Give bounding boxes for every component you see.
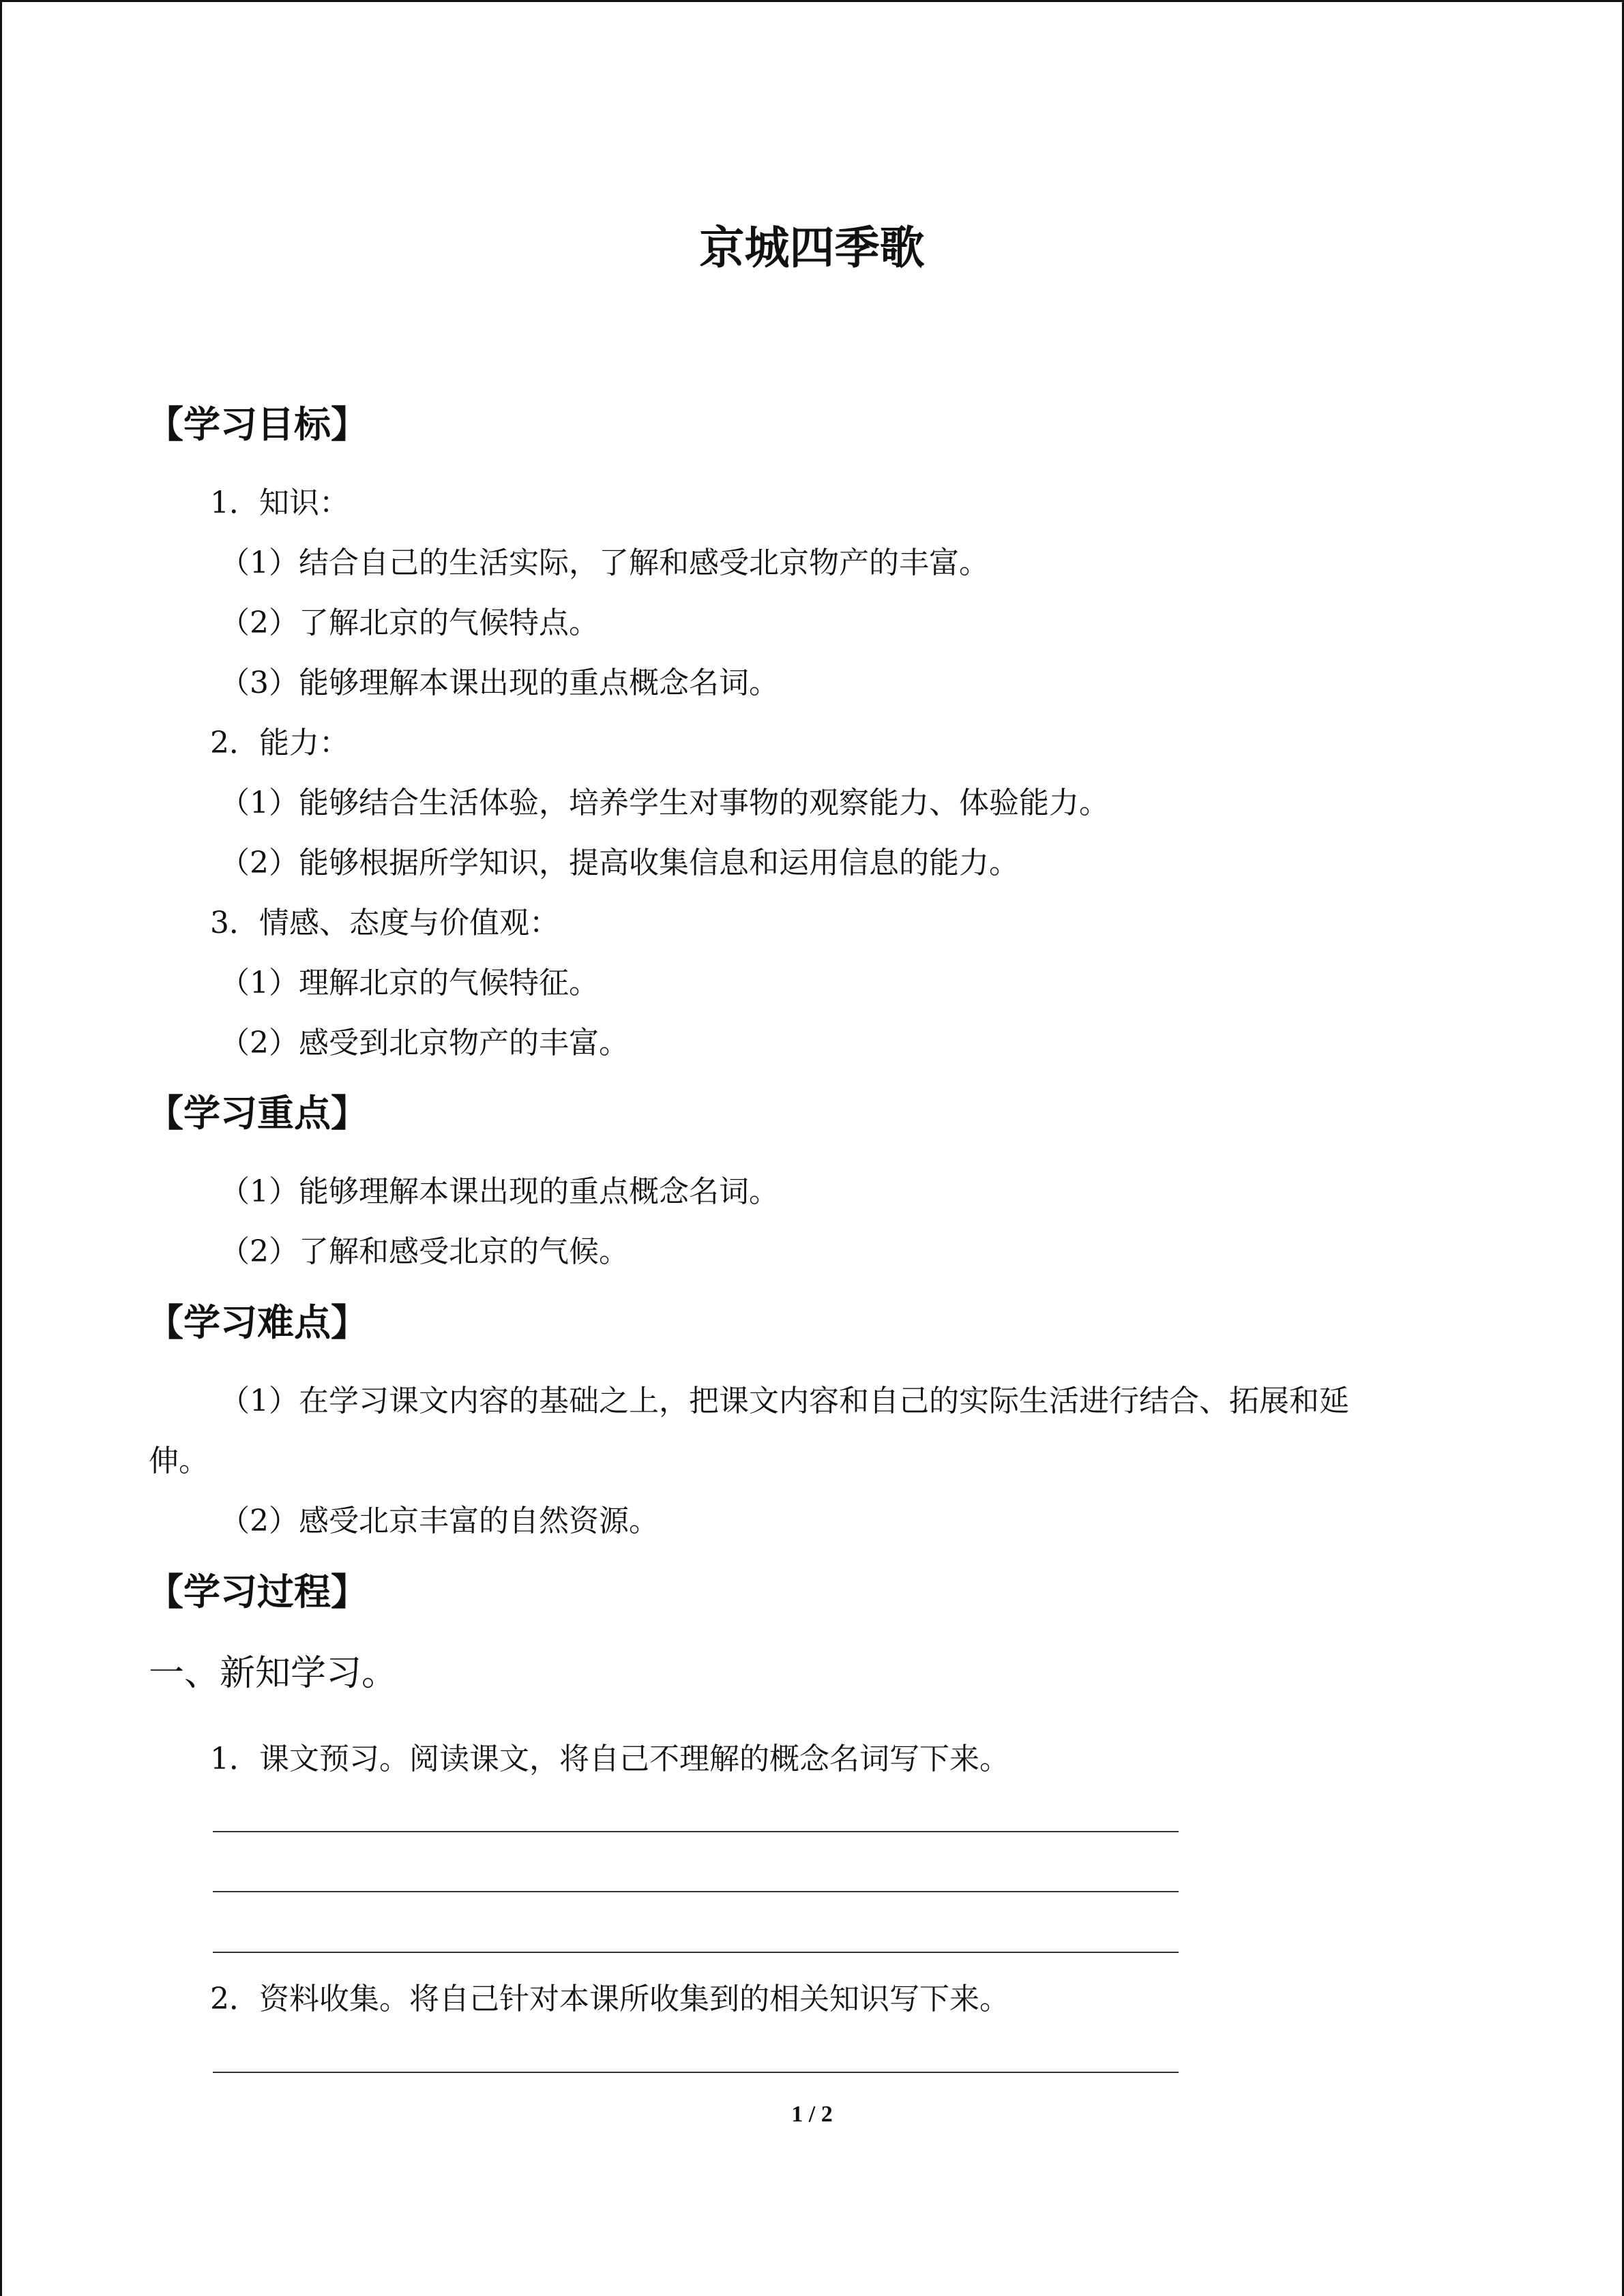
process-heading: 【学习过程】 — [147, 1570, 368, 1613]
objective-line: 1．知识： — [210, 486, 349, 520]
objective-line: （2）感受到北京物产的丰富。 — [220, 1026, 629, 1060]
answer-line[interactable] — [213, 1831, 1179, 1832]
difficulties-heading: 【学习难点】 — [147, 1301, 368, 1344]
difficulty-line: （2）感受北京丰富的自然资源。 — [220, 1504, 659, 1538]
objective-line: 2．能力： — [210, 726, 349, 760]
page-title: 京城四季歌 — [699, 222, 925, 274]
answer-line[interactable] — [213, 1952, 1179, 1953]
page-border-left — [0, 0, 2, 2296]
page-border-top — [0, 0, 1624, 2]
task-line: 2．资料收集。将自己针对本课所收集到的相关知识写下来。 — [210, 1982, 1009, 2016]
objective-line: （1）能够结合生活体验，培养学生对事物的观察能力、体验能力。 — [220, 786, 1109, 820]
answer-line[interactable] — [213, 1891, 1179, 1892]
objective-line: （1）结合自己的生活实际，了解和感受北京物产的丰富。 — [220, 546, 989, 580]
difficulty-line-continued: 伸。 — [149, 1444, 209, 1478]
objective-line: 3．情感、态度与价值观： — [210, 906, 559, 940]
key-points-heading: 【学习重点】 — [147, 1092, 368, 1135]
key-point-line: （1）能够理解本课出现的重点概念名词。 — [220, 1174, 779, 1209]
page-number: 1 / 2 — [791, 2102, 833, 2127]
objective-line: （3）能够理解本课出现的重点概念名词。 — [220, 666, 779, 700]
objective-line: （2）能够根据所学知识，提高收集信息和运用信息的能力。 — [220, 846, 1019, 880]
key-point-line: （2）了解和感受北京的气候。 — [220, 1234, 629, 1269]
answer-line[interactable] — [213, 2072, 1179, 2073]
objective-line: （2）了解北京的气候特点。 — [220, 606, 599, 640]
objectives-heading: 【学习目标】 — [147, 403, 368, 446]
section-heading: 一、新知学习。 — [149, 1653, 398, 1694]
difficulty-line: （1）在学习课文内容的基础之上，把课文内容和自己的实际生活进行结合、拓展和延 — [220, 1384, 1349, 1418]
objective-line: （1）理解北京的气候特征。 — [220, 966, 599, 1000]
task-line: 1．课文预习。阅读课文，将自己不理解的概念名词写下来。 — [210, 1742, 1009, 1776]
